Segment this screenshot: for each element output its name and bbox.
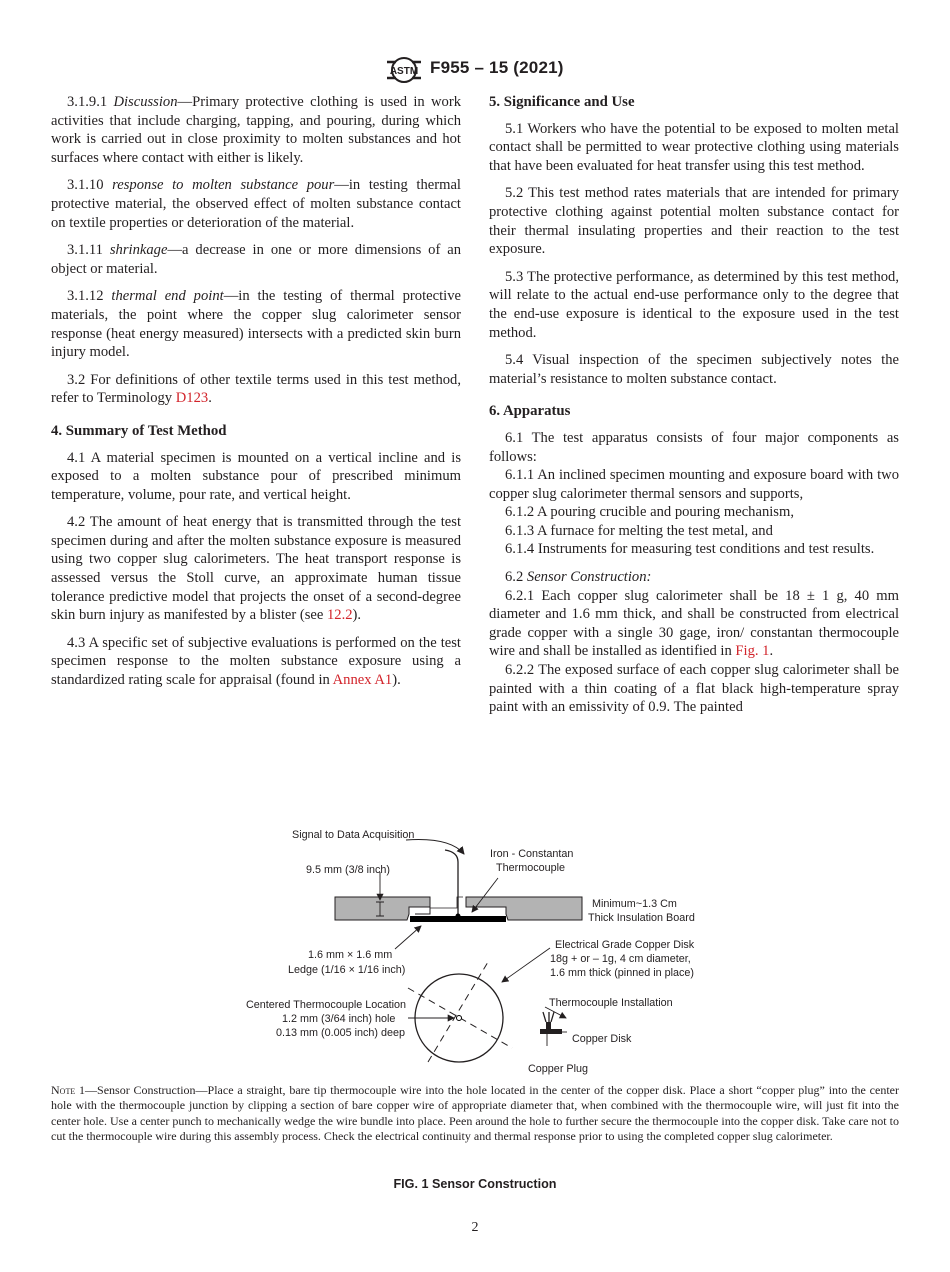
- paragraph-6-1-3: 6.1.3 A furnace for melting the test metal, and: [505, 522, 773, 539]
- link-12-2[interactable]: 12.2: [327, 607, 353, 624]
- svg-text:ASTM: ASTM: [389, 66, 419, 77]
- label-board-1: Minimum~1.3 Cm: [592, 898, 677, 910]
- left-column: [51, 93, 461, 699]
- right-column: [489, 93, 899, 726]
- paragraph-6-1-2: 6.1.2 A pouring crucible and pouring mechanism,: [505, 504, 794, 521]
- paragraph-6-2: 6.2 Sensor Construction:: [505, 569, 652, 586]
- paragraph-3-1-11: 3.1.11 shrinkage—a decrease in one or more dimensions of an object or material.: [51, 242, 461, 277]
- paragraph-6-1-1: 6.1.1 An inclined specimen mounting and exposure board with two copper slug calorimeter thermal sensors and supports,: [489, 467, 899, 502]
- label-ledge-2: Ledge (1/16 × 1/16 inch): [288, 964, 406, 976]
- paragraph-6-2-1: 6.2.1 Each copper slug calorimeter shall be 18 ± 1 g, 40 mm diameter and 1.6 mm thick, and shall be constructed from electrical grade copper with a single 30 gage, iron/ constantan thermocouple wire and shall be installed as identified in Fig. 1.: [489, 587, 899, 660]
- label-iron-1: Iron - Constantan: [490, 848, 574, 860]
- sensor-diagram: [240, 822, 710, 1078]
- paragraph-5-2: 5.2 This test method rates materials that are intended for primary protective clothing against potential molten substance contact for their thermal insulating properties and their reaction to the test exposure.: [489, 185, 899, 258]
- section-5-heading: 5. Significance and Use: [489, 94, 635, 110]
- label-center-1: Centered Thermocouple Location: [246, 999, 407, 1011]
- label-board-2: Thick Insulation Board: [588, 912, 695, 924]
- paragraph-3-1-12: 3.1.12 thermal end point—in the testing of thermal protective materials, the point where the copper slug calorimeter sensor response (heat energy measured) intersects with a predicted skin burn injury model.: [51, 288, 461, 361]
- sensor-construction-figure: [240, 822, 710, 1078]
- paragraph-6-2-2: 6.2.2 The exposed surface of each copper slug calorimeter shall be painted with a thin coating of a flat black high-temperature spray paint with an emissivity of 0.9. The painted: [489, 662, 899, 716]
- paragraph-6-1-4: 6.1.4 Instruments for measuring test conditions and test results.: [505, 541, 875, 558]
- label-depth: 9.5 mm (3/8 inch): [306, 864, 391, 876]
- note-label: Note 1: [51, 1083, 86, 1097]
- link-fig-1[interactable]: Fig. 1: [735, 643, 770, 660]
- section-4-heading: 4. Summary of Test Method: [51, 422, 227, 439]
- figure-caption: FIG. 1 Sensor Construction: [393, 1177, 557, 1191]
- paragraph-5-1: 5.1 Workers who have the potential to be exposed to molten metal contact shall be permitted to wear protective clothing using materials that have been evaluated for heat transfer using this test method.: [489, 120, 899, 174]
- document-designation: F955 – 15 (2021): [430, 58, 564, 77]
- paragraph-4-1: 4.1 A material specimen is mounted on a vertical incline and is exposed to a molten substance pour of prescribed minimum temperature, volume, pour rate, and vertical height.: [51, 449, 461, 503]
- astm-logo-icon: [384, 56, 424, 84]
- paragraph-4-3: 4.3 A specific set of subjective evaluations is performed on the test specimen response to the molten substance exposure using a standardized rating scale for appraisal (found in Annex A1).: [51, 634, 461, 689]
- section-6-heading: 6. Apparatus: [489, 403, 571, 420]
- label-disk-2: 18g + or – 1g, 4 cm diameter,: [550, 953, 691, 965]
- thermocouple-installation-drawing: [540, 1012, 567, 1046]
- note-text: —Sensor Construction—Place a straight, bare tip thermocouple wire into the hole located in the center of the copper disk. Place a short “copper plug” into the center hole with the thermocouple junction by clipping a section of bare copper wire of appropriate diameter that, when combined with the thermocouple wire, will just fit into the center hole. Use a center punch to mechanically wedge the wire bundle into place. Peen around the hole to further secure the thermocouple into the copper disk. Take care not to cut the thermocouple wire during this assembly process. Check the electrical continuity and thermal response prior to using the completed copper slug calorimeter.: [51, 1083, 899, 1144]
- page-header: [0, 56, 950, 86]
- link-d123[interactable]: D123: [175, 390, 209, 407]
- page-number: 2: [471, 1220, 479, 1235]
- label-center-2: 1.2 mm (3/64 inch) hole: [282, 1013, 396, 1025]
- label-ledge-1: 1.6 mm × 1.6 mm: [308, 949, 393, 961]
- paragraph-4-2: 4.2 The amount of heat energy that is transmitted through the test specimen during and after the molten substance exposure is measured using two copper slug calorimeters. The heat transport response is assessed versus the Stoll curve, an approximate human tissue tolerance predictive model that projects the onset of a second-degree skin burn injury as manifested by a blister (see 12.2).: [51, 514, 461, 624]
- paragraph-6-1: 6.1 The test apparatus consists of four major components as follows:: [489, 429, 899, 465]
- paragraph-5-4: 5.4 Visual inspection of the specimen subjectively notes the material’s resistance to molten substance contact.: [489, 352, 899, 387]
- label-copper-plug: Copper Plug: [528, 1063, 589, 1075]
- thermocouple-wire: [445, 850, 458, 916]
- paragraph-3-1-10: 3.1.10 response to molten substance pour—in testing thermal protective material, the observed effect of molten substance contact on textile properties or deterioration of the material.: [51, 177, 461, 231]
- label-center-3: 0.13 mm (0.005 inch) deep: [276, 1027, 406, 1039]
- paragraph-3-1-9-1: 3.1.9.1 Discussion—Primary protective clothing is used in work activities that include charging, tapping, and pouring, during which work is carried out in close proximity to molten substances and hot surfaces where contact with either is likely.: [51, 94, 461, 166]
- label-signal: Signal to Data Acquisition: [292, 829, 415, 841]
- label-disk-3: 1.6 mm thick (pinned in place): [550, 967, 695, 979]
- label-copper-disk: Copper Disk: [572, 1033, 632, 1045]
- paragraph-5-3: 5.3 The protective performance, as determined by this test method, will relate to the actual end-use performance only to the degree that the end-use exposure is identical to the exposure used in the test method.: [489, 268, 899, 341]
- label-tc-install: Thermocouple Installation: [549, 997, 673, 1009]
- paragraph-3-2: 3.2 For definitions of other textile terms used in this test method, refer to Terminology D123.: [51, 371, 461, 407]
- label-iron-2: Thermocouple: [496, 862, 566, 874]
- link-annex-a1[interactable]: Annex A1: [332, 672, 393, 689]
- figure-note: [51, 1083, 899, 1145]
- label-disk-1: Electrical Grade Copper Disk: [555, 939, 695, 951]
